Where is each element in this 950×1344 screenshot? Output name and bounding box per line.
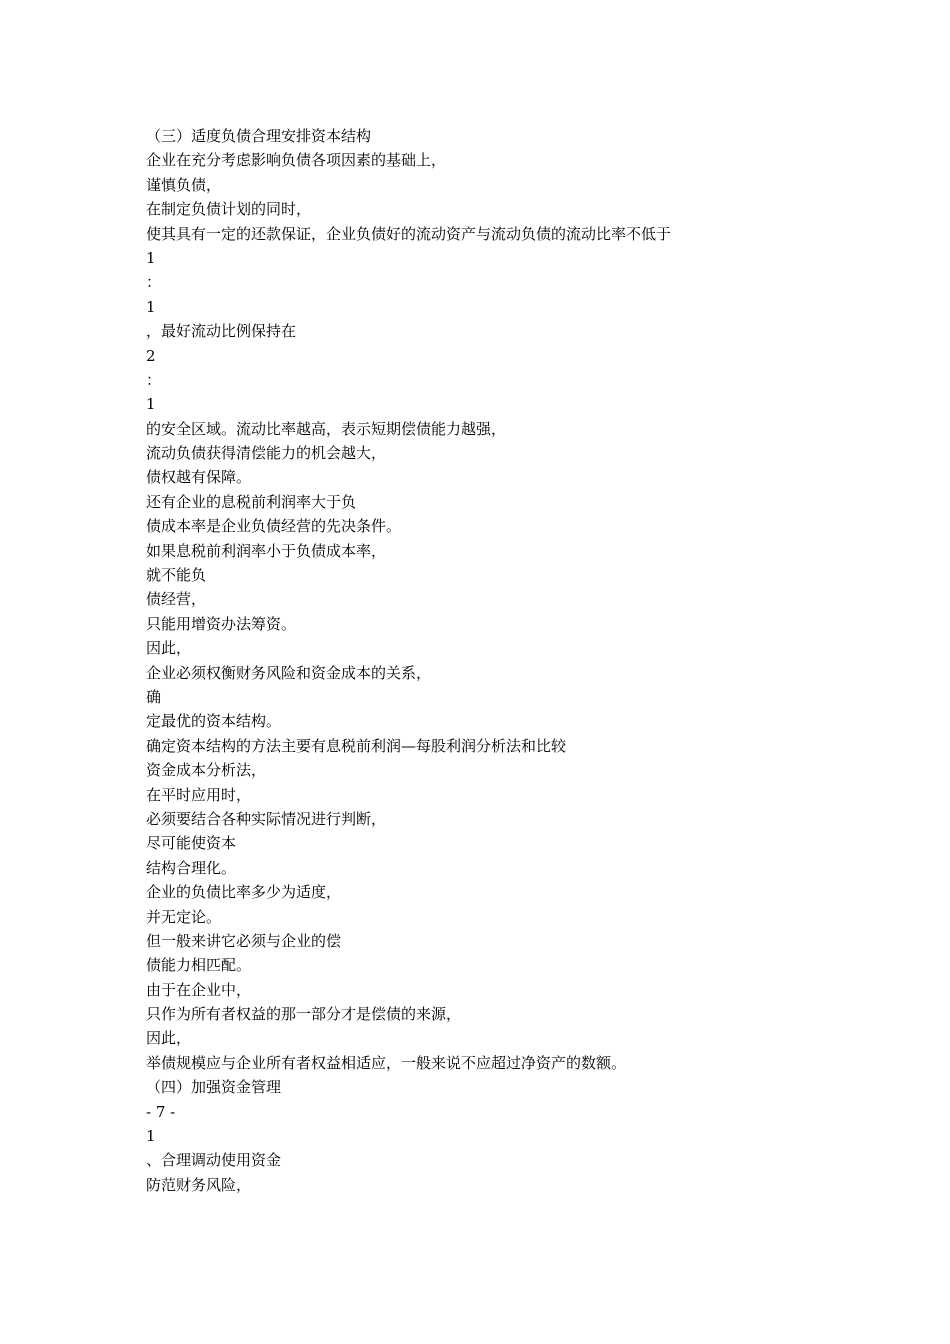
- text-line: 企业必须权衡财务风险和资金成本的关系，: [146, 663, 432, 682]
- text-line: 1: [146, 297, 156, 316]
- text-line: 债成本率是企业负债经营的先决条件。: [146, 517, 402, 536]
- text-line: ：: [146, 273, 162, 292]
- text-line: 使其具有一定的还款保证，企业负债好的流动资产与流动负债的流动比率不低于: [146, 224, 672, 243]
- text-line: 定最优的资本结构。: [146, 712, 282, 731]
- text-line: 的安全区域。流动比率越高，表示短期偿债能力越强，: [146, 419, 507, 438]
- text-line: 但一般来讲它必须与企业的偿: [146, 931, 342, 950]
- text-line: 还有企业的息税前利润率大于负: [146, 492, 357, 511]
- text-line: 只能用增资办法筹资。: [146, 614, 297, 633]
- text-line: 举债规模应与企业所有者权益相适应，一般来说不应超过净资产的数额。: [146, 1053, 627, 1072]
- text-line: 如果息税前利润率小于负债成本率，: [146, 541, 387, 560]
- text-line: 1: [146, 395, 156, 414]
- text-line: 企业的负债比率多少为适度，: [146, 883, 342, 902]
- text-line: 因此，: [146, 1029, 192, 1048]
- text-line: 资金成本分析法，: [146, 761, 267, 780]
- text-line: 就不能负: [146, 566, 207, 585]
- text-line: 流动负债获得清偿能力的机会越大，: [146, 444, 387, 463]
- text-line: ，最好流动比例保持在: [146, 322, 297, 341]
- text-line: 必须要结合各种实际情况进行判断，: [146, 809, 387, 828]
- text-line: 债能力相匹配。: [146, 956, 252, 975]
- document-body: [146, 124, 906, 1197]
- text-line: 尽可能使资本: [146, 834, 237, 853]
- text-line: 债权越有保障。: [146, 468, 252, 487]
- text-line: 谨慎负债，: [146, 175, 222, 194]
- text-line: 企业在充分考虑影响负债各项因素的基础上，: [146, 151, 447, 170]
- subsection-heading: 、合理调动使用资金: [146, 1151, 282, 1170]
- text-line: 在平时应用时，: [146, 785, 252, 804]
- section-heading-4: （四）加强资金管理: [146, 1078, 282, 1097]
- text-line: 只作为所有者权益的那一部分才是偿债的来源，: [146, 1005, 462, 1024]
- text-line: ：: [146, 370, 162, 389]
- text-line: 债经营，: [146, 590, 207, 609]
- text-line: 因此，: [146, 639, 192, 658]
- text-line: 并无定论。: [146, 907, 222, 926]
- text-line: 2: [146, 346, 156, 365]
- section-heading-3: （三）适度负债合理安排资本结构: [146, 127, 372, 145]
- text-line: 在制定负债计划的同时，: [146, 200, 312, 219]
- page-number: - 7 -: [146, 1102, 176, 1121]
- text-line: 确: [146, 687, 162, 706]
- text-line: 1: [146, 1127, 156, 1146]
- text-line: 结构合理化。: [146, 858, 237, 877]
- text-line: 确定资本结构的方法主要有息税前利润—每股利润分析法和比较: [146, 736, 567, 755]
- text-line: 1: [146, 248, 156, 267]
- text-line: 由于在企业中，: [146, 980, 252, 999]
- text-line: 防范财务风险，: [146, 1175, 252, 1194]
